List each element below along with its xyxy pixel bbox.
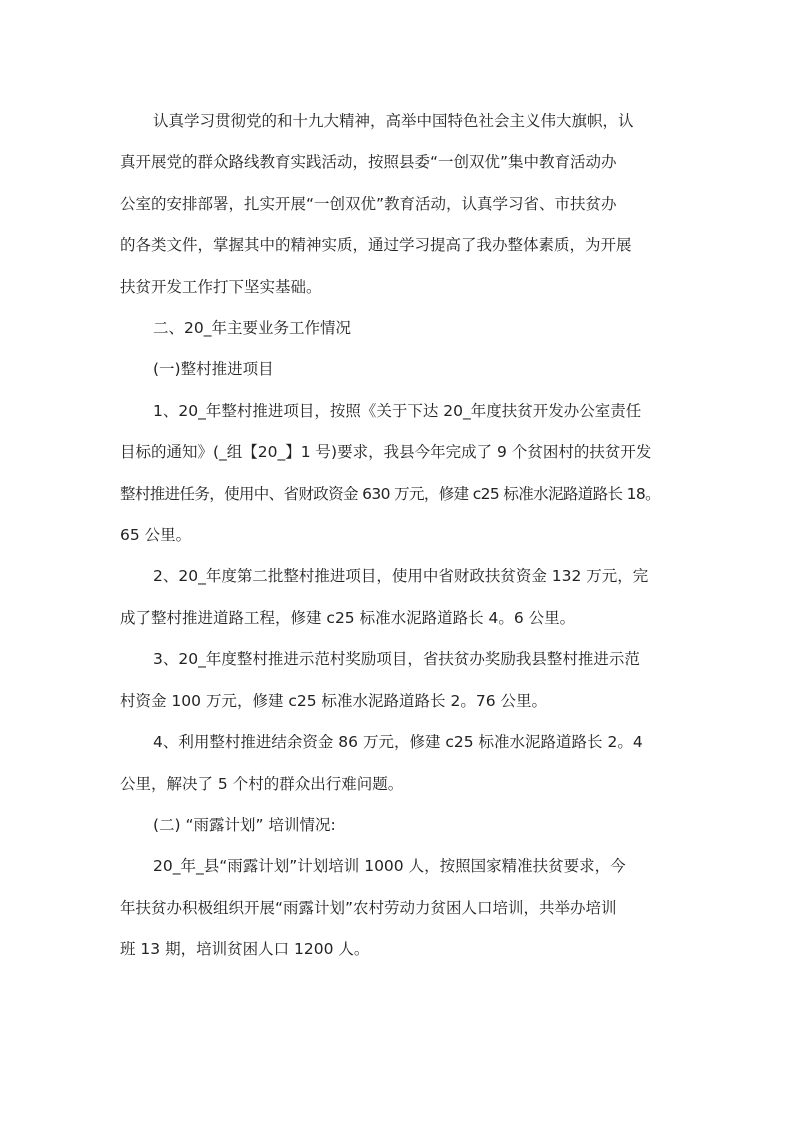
text-line: 年扶贫办积极组织开展“雨露计划”农村劳动力贫困人口培训，共举办培训: [120, 898, 617, 917]
text-line: 真开展党的群众路线教育实践活动，按照县委“一创双优”集中教育活动办: [120, 153, 617, 172]
text-line: 65 公里。: [120, 526, 192, 545]
text-line: 的各类文件，掌握其中的精神实质，通过学习提高了我办整体素质，为开展: [120, 236, 632, 255]
text-line: (一)整村推进项目: [153, 360, 274, 379]
text-line: 二、20_年主要业务工作情况: [153, 319, 351, 338]
text-line: 1、20_年整村推进项目，按照《关于下达 20_年度扶贫开发办公室责任: [153, 401, 642, 420]
text-line: 公里，解决了 5 个村的群众出行难问题。: [120, 774, 404, 793]
text-line: (二) “雨露计划” 培训情况:: [153, 815, 336, 834]
text-line: 村资金 100 万元，修建 c25 标准水泥路道路长 2。76 公里。: [120, 691, 547, 710]
text-line: 整村推进任务，使用中、省财政资金 630 万元，修建 c25 标准水泥路道路长 18。: [120, 484, 660, 503]
text-line: 2、20_年度第二批整村推进项目，使用中省财政扶贫资金 132 万元，完: [153, 567, 649, 586]
paragraph-item-2: [120, 556, 660, 639]
text-line: 20_年_县“雨露计划”计划培训 1000 人，按照国家精准扶贫要求，今: [153, 857, 626, 876]
section-heading-2: [120, 308, 660, 349]
document-page: [120, 101, 660, 971]
subsection-heading-1: [120, 349, 660, 390]
paragraph-training: [120, 846, 660, 970]
text-line: 4、利用整村推进结余资金 86 万元，修建 c25 标准水泥路道路长 2。4: [153, 733, 643, 752]
text-line: 目标的通知》(_组【20_】1 号)要求，我县今年完成了 9 个贫困村的扶贫开发: [120, 443, 652, 462]
paragraph-item-4: [120, 722, 660, 805]
text-line: 认真学习贯彻党的和十九大精神，高举中国特色社会主义伟大旗帜，认: [153, 112, 634, 130]
text-line: 成了整村推进道路工程，修建 c25 标准水泥路道路长 4。6 公里。: [120, 608, 576, 627]
paragraph-item-3: [120, 639, 660, 722]
text-line: 3、20_年度整村推进示范村奖励项目，省扶贫办奖励我县整村推进示范: [153, 650, 640, 669]
paragraph-item-1: [120, 391, 660, 557]
subsection-heading-2: [120, 805, 660, 846]
text-line: 班 13 期，培训贫困人口 1200 人。: [120, 940, 370, 959]
text-line: 公室的安排部署，扎实开展“一创双优”教育活动，认真学习省、市扶贫办: [120, 194, 617, 213]
text-line: 扶贫开发工作打下坚实基础。: [120, 277, 322, 296]
paragraph-study: [120, 101, 660, 308]
